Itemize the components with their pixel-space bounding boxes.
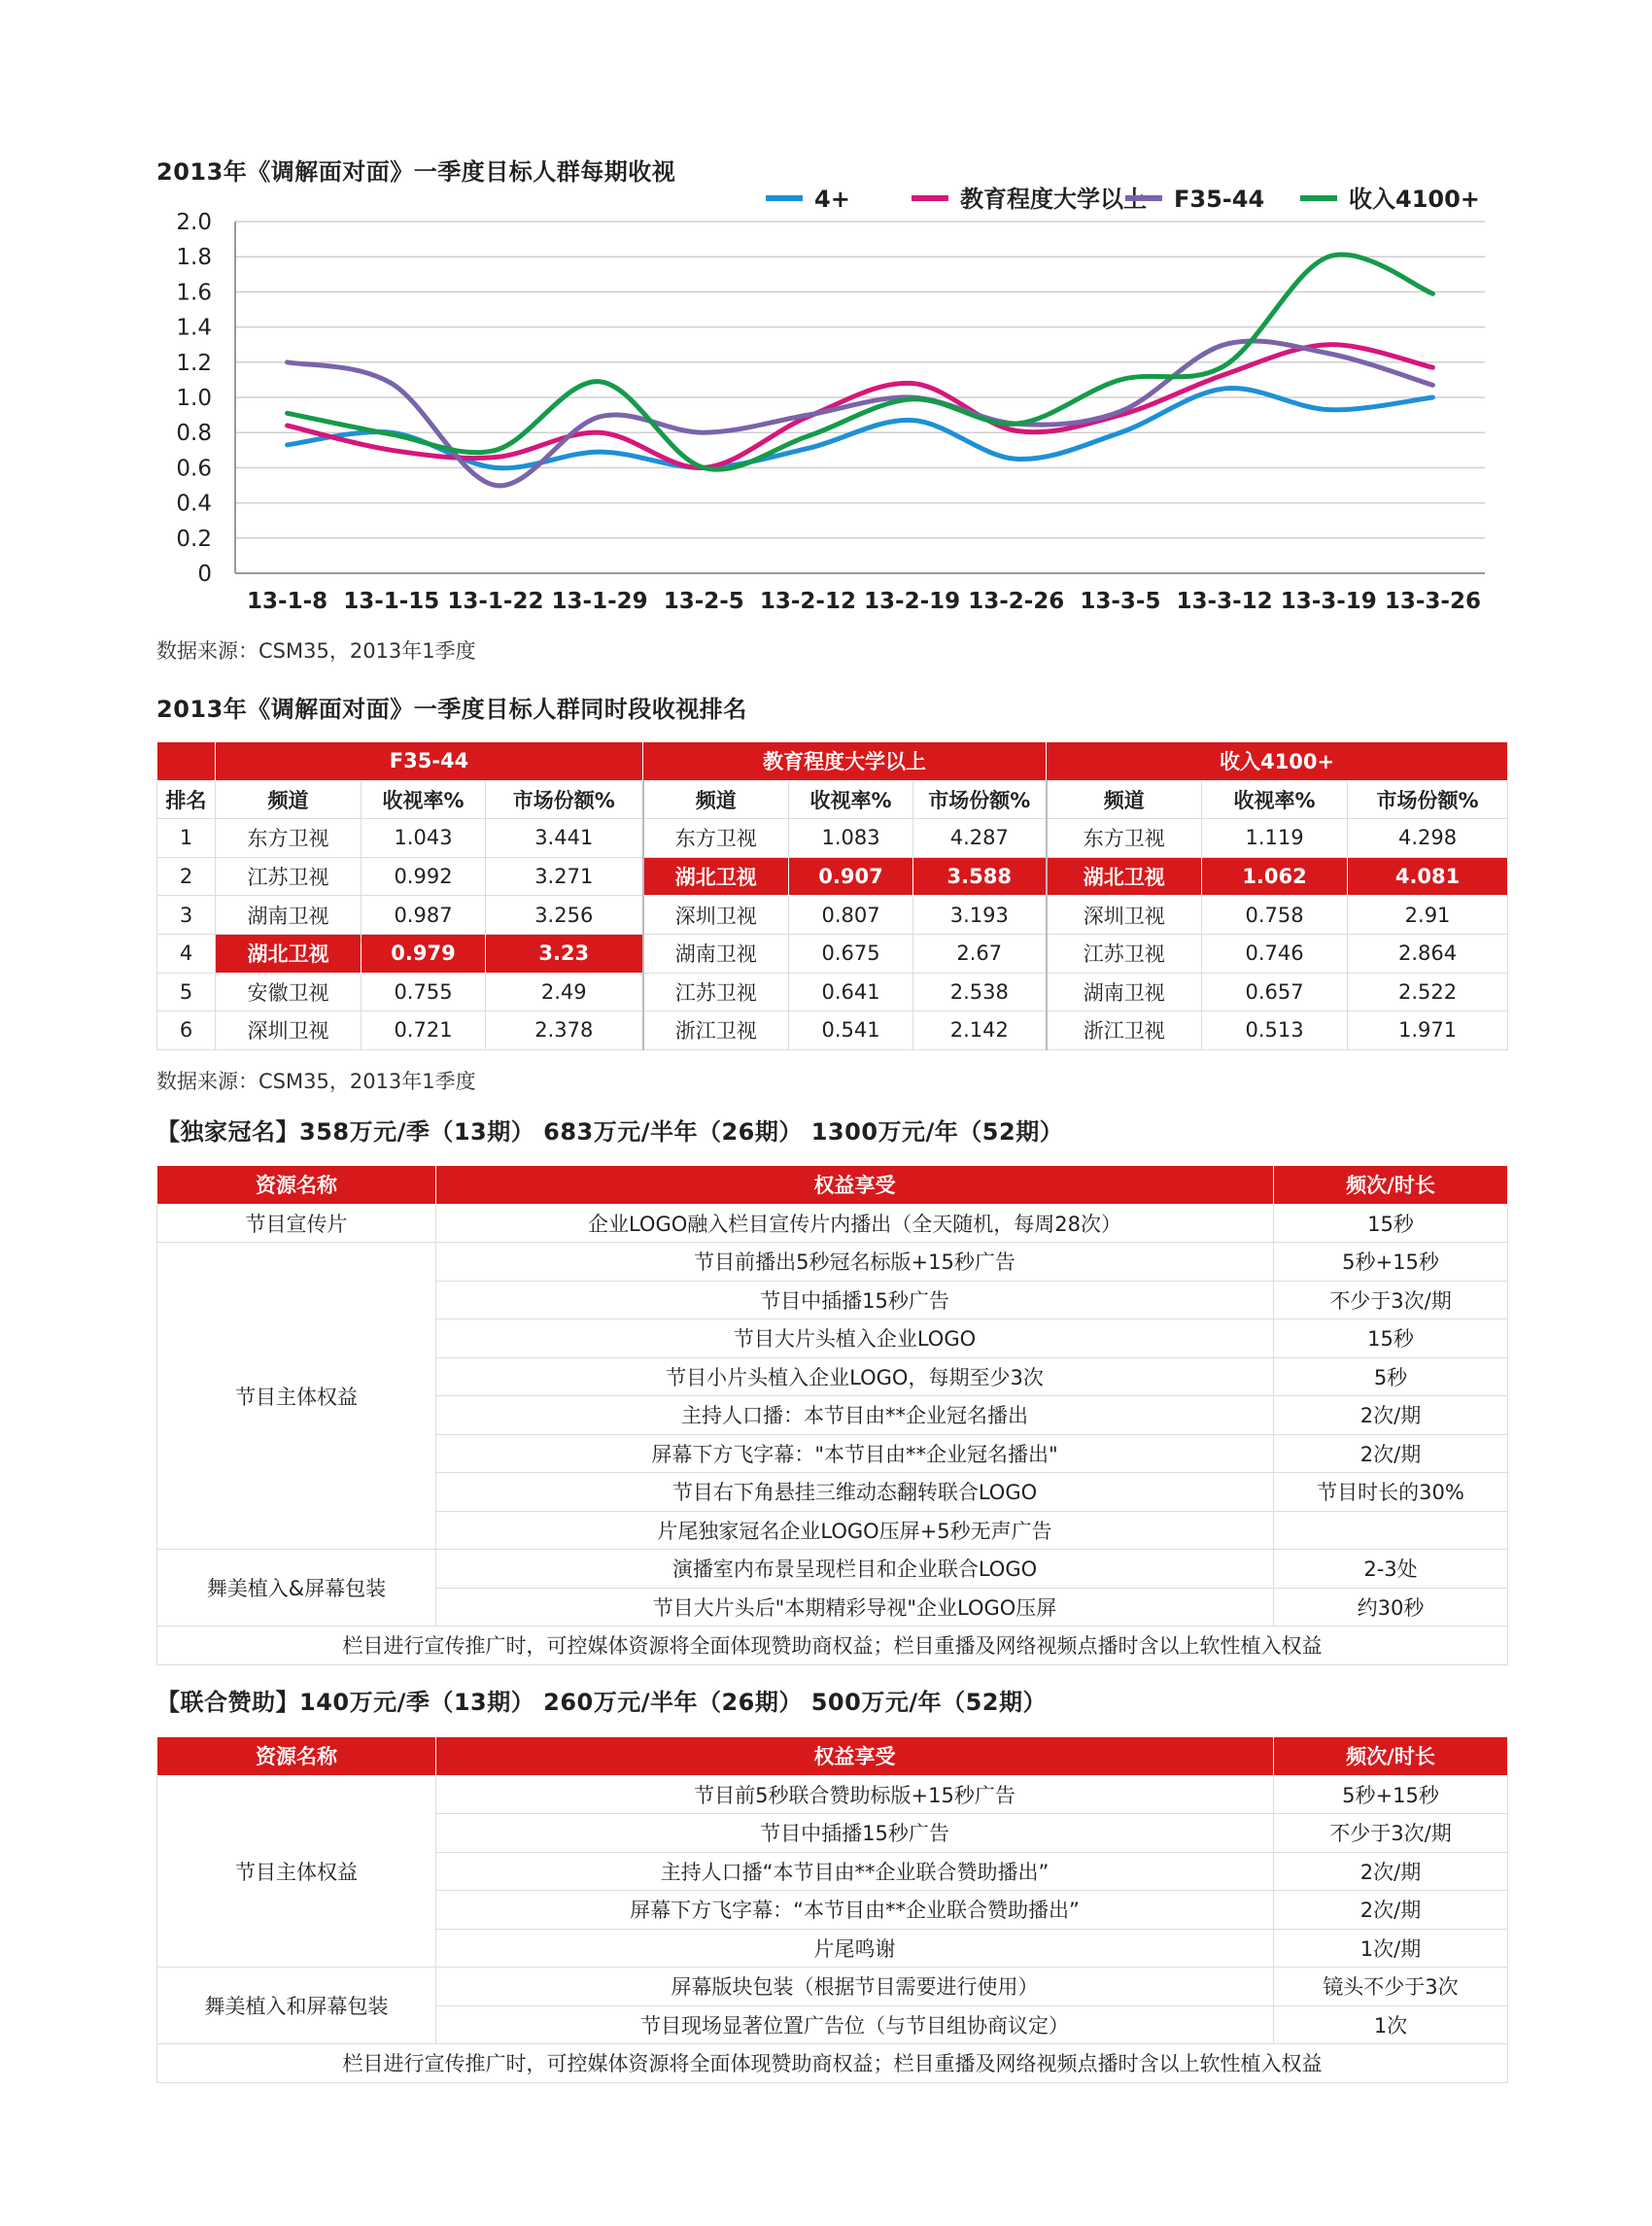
table-cell: 湖南卫视: [643, 934, 789, 973]
table-cell: 2.378: [486, 1011, 643, 1050]
y-tick-label: 0.6: [176, 456, 212, 482]
frequency-cell: 不少于3次/期: [1274, 1281, 1508, 1319]
footer-note: 栏目进行宣传推广时，可控媒体资源将全面体现赞助商权益；栏目重播及网络视频点播时含以上软性植入权益: [157, 2044, 1508, 2083]
table-cell: 湖北卫视: [643, 857, 789, 896]
viewership-line-chart: [146, 185, 1506, 622]
frequency-cell: 不少于3次/期: [1274, 1814, 1508, 1853]
table-cell: 0.641: [789, 973, 913, 1011]
table-cell: 3.23: [486, 934, 643, 973]
table-cell: 江苏卫视: [643, 973, 789, 1011]
y-tick-label: 0.8: [176, 421, 212, 447]
table-cell: 0.746: [1202, 934, 1348, 973]
table-cell: 湖北卫视: [1047, 857, 1202, 896]
table-cell: 1.043: [361, 819, 486, 858]
column-header: 权益享受: [436, 1737, 1274, 1776]
x-tick-label: 13-3-26: [1384, 589, 1481, 614]
frequency-cell: 2次/期: [1274, 1852, 1508, 1891]
column-header: 收视率%: [361, 780, 486, 819]
benefit-cell: 节目大片头后"本期精彩导视"企业LOGO压屏: [436, 1588, 1274, 1627]
column-header: 权益享受: [436, 1166, 1274, 1205]
footer-row: [157, 1627, 1508, 1665]
table-cell: 3.256: [486, 896, 643, 935]
table-cell: 0.758: [1202, 896, 1348, 935]
benefit-cell: 演播室内布景呈现栏目和企业联合LOGO: [436, 1550, 1274, 1589]
table-cell: 0.721: [361, 1011, 486, 1050]
benefit-cell: 节目中插播15秒广告: [436, 1814, 1274, 1853]
frequency-cell: 2次/期: [1274, 1434, 1508, 1473]
x-tick-label: 13-2-19: [864, 589, 961, 614]
table-cell: 1.119: [1202, 819, 1348, 858]
table-row: [157, 857, 1508, 896]
exclusive-title: 【独家冠名】358万元/季（13期） 683万元/半年（26期） 1300万元/年（52期）: [156, 1118, 1064, 1146]
table-cell: 0.541: [789, 1011, 913, 1050]
benefit-cell: 节目前播出5秒冠名标版+15秒广告: [436, 1243, 1274, 1282]
frequency-cell: 约30秒: [1274, 1588, 1508, 1627]
table-cell: 湖北卫视: [216, 934, 361, 973]
table-cell: 0.657: [1202, 973, 1348, 1011]
benefit-cell: 企业LOGO融入栏目宣传片内播出（全天随机，每周28次）: [436, 1204, 1274, 1243]
table-cell: 2: [157, 857, 216, 896]
table-row: [157, 1011, 1508, 1050]
benefit-cell: 屏幕下方飞字幕：“本节目由**企业联合赞助播出”: [436, 1891, 1274, 1930]
table-cell: 2.522: [1348, 973, 1508, 1011]
table-cell: 3.588: [913, 857, 1047, 896]
table-cell: 0.987: [361, 896, 486, 935]
table-cell: 5: [157, 973, 216, 1011]
table-cell: 1.083: [789, 819, 913, 858]
y-tick-label: 1.4: [176, 315, 212, 341]
table-cell: 2.67: [913, 934, 1047, 973]
joint-package-table: [156, 1736, 1508, 2083]
ranking-source: 数据来源：CSM35，2013年1季度: [156, 1070, 476, 1093]
frequency-cell: 5秒+15秒: [1274, 1243, 1508, 1282]
table-cell: 江苏卫视: [216, 857, 361, 896]
table-cell: 2.49: [486, 973, 643, 1011]
frequency-cell: 5秒+15秒: [1274, 1775, 1508, 1814]
legend-label: 教育程度大学以上: [960, 186, 1147, 213]
table-row: [157, 1550, 1508, 1589]
column-header: 频道: [1047, 780, 1202, 819]
table-cell: 3.271: [486, 857, 643, 896]
footer-row: [157, 2044, 1508, 2083]
table-cell: 江苏卫视: [1047, 934, 1202, 973]
table-cell: 0.807: [789, 896, 913, 935]
table-cell: 1.062: [1202, 857, 1348, 896]
group-header: 收入4100+: [1047, 742, 1508, 781]
table-cell: 深圳卫视: [1047, 896, 1202, 935]
table-cell: 0.755: [361, 973, 486, 1011]
x-tick-label: 13-3-5: [1080, 589, 1161, 614]
frequency-cell: 1次/期: [1274, 1929, 1508, 1968]
group-header-row: [157, 742, 1508, 781]
column-header: 频道: [216, 780, 361, 819]
column-header: 频道: [643, 780, 789, 819]
x-tick-label: 13-1-29: [551, 589, 648, 614]
table-cell: 2.91: [1348, 896, 1508, 935]
column-header: 频次/时长: [1274, 1166, 1508, 1205]
table-cell: 3: [157, 896, 216, 935]
table-cell: 0.979: [361, 934, 486, 973]
y-tick-label: 0: [197, 562, 212, 587]
table-cell: 深圳卫视: [643, 896, 789, 935]
table-cell: 2.864: [1348, 934, 1508, 973]
y-tick-label: 1.6: [176, 280, 212, 306]
table-row: [157, 819, 1508, 858]
table-cell: 湖南卫视: [216, 896, 361, 935]
table-cell: 3.193: [913, 896, 1047, 935]
table-cell: 浙江卫视: [643, 1011, 789, 1050]
table-cell: 2.538: [913, 973, 1047, 1011]
column-header: 排名: [157, 780, 216, 819]
column-header-row: [157, 1166, 1508, 1205]
ranking-table: [156, 741, 1508, 1050]
benefit-cell: 片尾独家冠名企业LOGO压屏+5秒无声广告: [436, 1511, 1274, 1550]
benefit-cell: 节目小片头植入企业LOGO，每期至少3次: [436, 1357, 1274, 1396]
benefit-cell: 屏幕下方飞字幕："本节目由**企业冠名播出": [436, 1434, 1274, 1473]
joint-title: 【联合赞助】140万元/季（13期） 260万元/半年（26期） 500万元/年（52期）: [156, 1689, 1047, 1716]
x-tick-label: 13-1-22: [447, 589, 544, 614]
resource-name-cell: 舞美植入和屏幕包装: [157, 1968, 436, 2044]
resource-name-cell: 节目主体权益: [157, 1243, 436, 1550]
frequency-cell: 5秒: [1274, 1357, 1508, 1396]
frequency-cell: 镜头不少于3次: [1274, 1968, 1508, 2006]
y-tick-label: 1.0: [176, 386, 212, 411]
chart-title: 2013年《调解面对面》一季度目标人群每期收视: [156, 158, 676, 186]
table-cell: 湖南卫视: [1047, 973, 1202, 1011]
column-header-row: [157, 1737, 1508, 1776]
y-tick-label: 2.0: [176, 210, 212, 235]
x-tick-label: 13-2-12: [759, 589, 856, 614]
table-cell: 0.513: [1202, 1011, 1348, 1050]
column-header: 收视率%: [789, 780, 913, 819]
column-header: 频次/时长: [1274, 1737, 1508, 1776]
table-row: [157, 896, 1508, 935]
column-header: 市场份额%: [913, 780, 1047, 819]
resource-name-cell: 节目宣传片: [157, 1204, 436, 1243]
group-header: F35-44: [216, 742, 643, 781]
benefit-cell: 片尾鸣谢: [436, 1929, 1274, 1968]
table-cell: 4: [157, 934, 216, 973]
column-header-row: [157, 780, 1508, 819]
table-cell: 4.298: [1348, 819, 1508, 858]
column-header: 资源名称: [157, 1166, 436, 1205]
y-tick-label: 1.8: [176, 245, 212, 271]
table-cell: 0.675: [789, 934, 913, 973]
frequency-cell: [1274, 1511, 1508, 1550]
frequency-cell: 15秒: [1274, 1319, 1508, 1358]
column-header: 市场份额%: [486, 780, 643, 819]
table-cell: 6: [157, 1011, 216, 1050]
frequency-cell: 节目时长的30%: [1274, 1473, 1508, 1512]
chart-source: 数据来源：CSM35，2013年1季度: [156, 639, 476, 663]
resource-name-cell: 舞美植入&屏幕包装: [157, 1550, 436, 1627]
table-row: [157, 1775, 1508, 1814]
x-tick-label: 13-1-8: [247, 589, 328, 614]
table-cell: 2.142: [913, 1011, 1047, 1050]
table-row: [157, 973, 1508, 1011]
table-row: [157, 1204, 1508, 1243]
benefit-cell: 屏幕版块包装（根据节目需要进行使用）: [436, 1968, 1274, 2006]
y-tick-label: 1.2: [176, 350, 212, 376]
table-cell: 深圳卫视: [216, 1011, 361, 1050]
x-tick-label: 13-2-26: [968, 589, 1065, 614]
frequency-cell: 2-3处: [1274, 1550, 1508, 1589]
table-cell: 东方卫视: [216, 819, 361, 858]
y-tick-label: 0.2: [176, 526, 212, 552]
frequency-cell: 2次/期: [1274, 1891, 1508, 1930]
benefit-cell: 主持人口播：本节目由**企业冠名播出: [436, 1396, 1274, 1435]
benefit-cell: 节目中插播15秒广告: [436, 1281, 1274, 1319]
table-cell: 3.441: [486, 819, 643, 858]
table-cell: 东方卫视: [1047, 819, 1202, 858]
frequency-cell: 1次: [1274, 2005, 1508, 2044]
benefit-cell: 节目右下角悬挂三维动态翻转联合LOGO: [436, 1473, 1274, 1512]
benefit-cell: 节目前5秒联合赞助标版+15秒广告: [436, 1775, 1274, 1814]
x-tick-label: 13-3-12: [1176, 589, 1273, 614]
legend-label: 收入4100+: [1349, 186, 1480, 213]
table-cell: 1: [157, 819, 216, 858]
group-header: 教育程度大学以上: [643, 742, 1047, 781]
y-tick-label: 0.4: [176, 491, 212, 517]
benefit-cell: 节目现场显著位置广告位（与节目组协商议定）: [436, 2005, 1274, 2044]
footer-note: 栏目进行宣传推广时，可控媒体资源将全面体现赞助商权益；栏目重播及网络视频点播时含以上软性植入权益: [157, 1627, 1508, 1665]
table-cell: 东方卫视: [643, 819, 789, 858]
legend-label: F35-44: [1174, 186, 1265, 213]
frequency-cell: 2次/期: [1274, 1396, 1508, 1435]
exclusive-package-table: [156, 1165, 1508, 1665]
column-header: 资源名称: [157, 1737, 436, 1776]
x-tick-label: 13-1-15: [343, 589, 440, 614]
benefit-cell: 节目大片头植入企业LOGO: [436, 1319, 1274, 1358]
table-row: [157, 934, 1508, 973]
table-row: [157, 1243, 1508, 1282]
table-cell: 浙江卫视: [1047, 1011, 1202, 1050]
table-cell: 安徽卫视: [216, 973, 361, 1011]
table-cell: 1.971: [1348, 1011, 1508, 1050]
column-header: 市场份额%: [1348, 780, 1508, 819]
resource-name-cell: 节目主体权益: [157, 1775, 436, 1968]
x-tick-label: 13-2-5: [663, 589, 744, 614]
x-tick-label: 13-3-19: [1280, 589, 1377, 614]
table-cell: 4.287: [913, 819, 1047, 858]
legend-label: 4+: [814, 186, 850, 213]
table-cell: 4.081: [1348, 857, 1508, 896]
table-row: [157, 1968, 1508, 2006]
ranking-title: 2013年《调解面对面》一季度目标人群同时段收视排名: [156, 696, 747, 723]
column-header: 收视率%: [1202, 780, 1348, 819]
group-header-blank: [157, 742, 216, 781]
frequency-cell: 15秒: [1274, 1204, 1508, 1243]
table-cell: 0.992: [361, 857, 486, 896]
table-cell: 0.907: [789, 857, 913, 896]
benefit-cell: 主持人口播“本节目由**企业联合赞助播出”: [436, 1852, 1274, 1891]
